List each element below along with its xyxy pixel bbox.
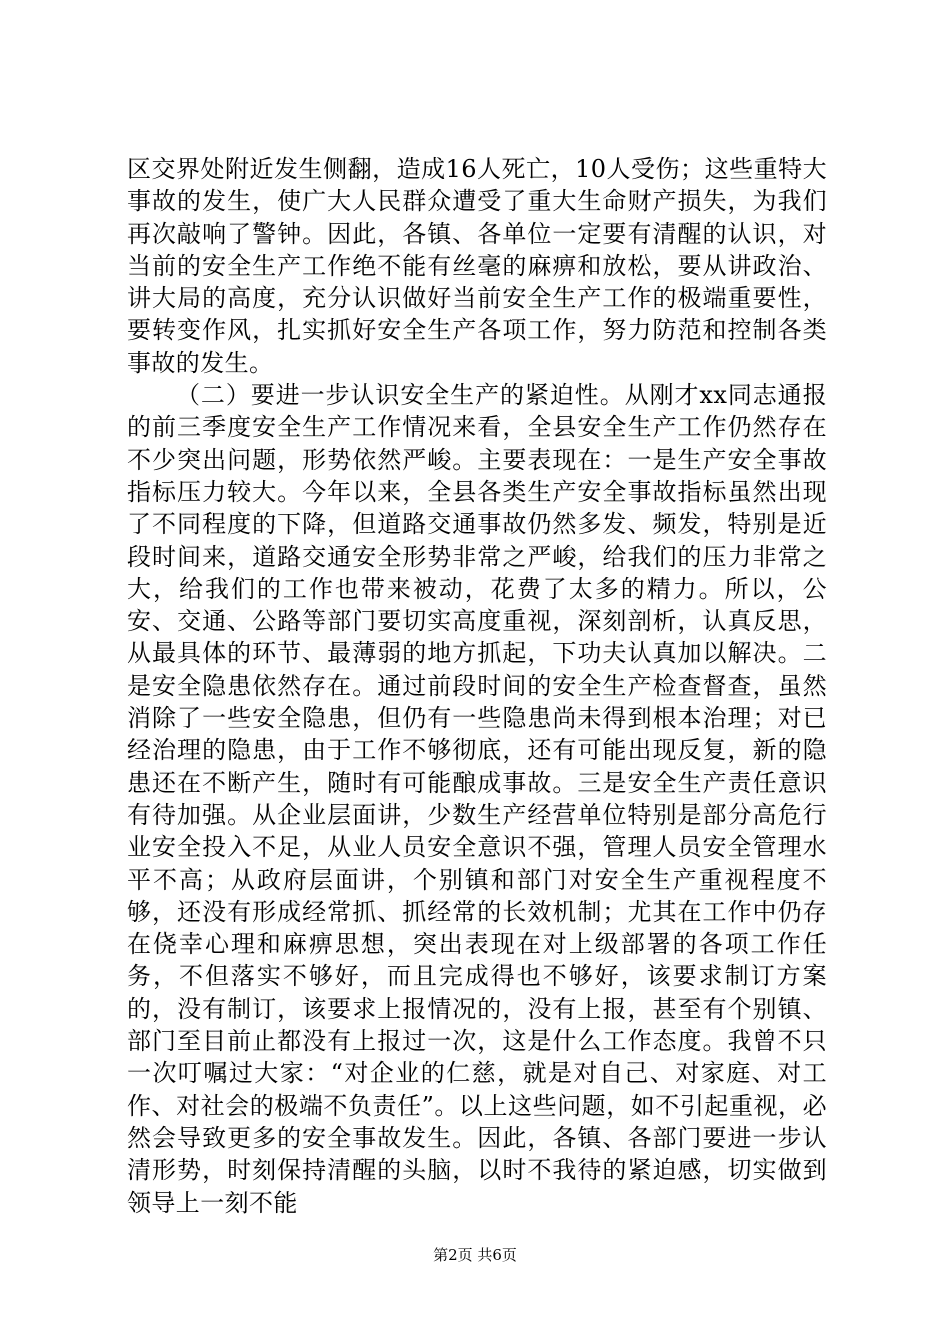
paragraph-urgency-section: （二）要进一步认识安全生产的紧迫性。从刚才xx同志通报的前三季度安全生产工作情况来看，全县安全生产工作仍然存在不少突出问题，形势依然严峻。主要表现在：一是生产安全事故指标压力较大。今年以来，全县各类生产安全事故指标虽然出现了不同程度的下降，但道路交通事故仍然多发、频发，特别是近段时间来，道路交通安全形势非常之严峻，给我们的压力非常之大，给我们的工作也带来被动，花费了太多的精力。所以，公安、交通、公路等部门要切实高度重视，深刻剖析，认真反思，从最具体的环节、最薄弱的地方抓起，下功夫认真加以解决。二是安全隐患依然存在。通过前段时间的安全生产检查督查，虽然消除了一些安全隐患，但仍有一些隐患尚未得到根本治理；对已经治理的隐患，由于工作不够彻底，还有可能出现反复，新的隐患还在不断产生，随时有可能酿成事故。三是安全生产责任意识有待加强。从企业层面讲，少数生产经营单位特别是部分高危行业安全投入不足，从业人员安全意识不强，管理人员安全管理水平不高；从政府层面讲，个别镇和部门对安全生产重视程度不够，还没有形成经常抓、抓经常的长效机制；尤其在工作中仍存在侥幸心理和麻痹思想，突出表现在对上级部署的各项工作任务，不但落实不够好，而且完成得也不够好，该要求制订方案的，没有制订，该要求上报情况的，没有上报，甚至有个别镇、部门至目前止都没有上报过一次，这是什么工作态度。我曾不只一次叮嘱过大家：“对企业的仁慈，就是对自己、对家庭、对工作、对社会的极端不负责任”。以上这些问题，如不引起重视，必然会导致更多的安全事故发生。因此，各镇、各部门要进一步认清形势，时刻保持清醒的头脑，以时不我待的紧迫感，切实做到领导上一刻不能 (127, 381, 827, 1217)
page-number-footer: 第2页 共6页 (433, 1246, 517, 1264)
paragraph-continuation: 区交界处附近发生侧翻，造成16人死亡，10人受伤；这些重特大事故的发生，使广大人民群众遭受了重大生命财产损失，为我们再次敲响了警钟。因此，各镇、各单位一定要有清醒的认识，对当前的安全生产工作绝不能有丝毫的麻痹和放松，要从讲政治、讲大局的高度，充分认识做好当前安全生产工作的极端重要性，要转变作风，扎实抓好安全生产各项工作，努力防范和控制各类事故的发生。 (127, 155, 827, 377)
document-body (127, 153, 827, 1219)
